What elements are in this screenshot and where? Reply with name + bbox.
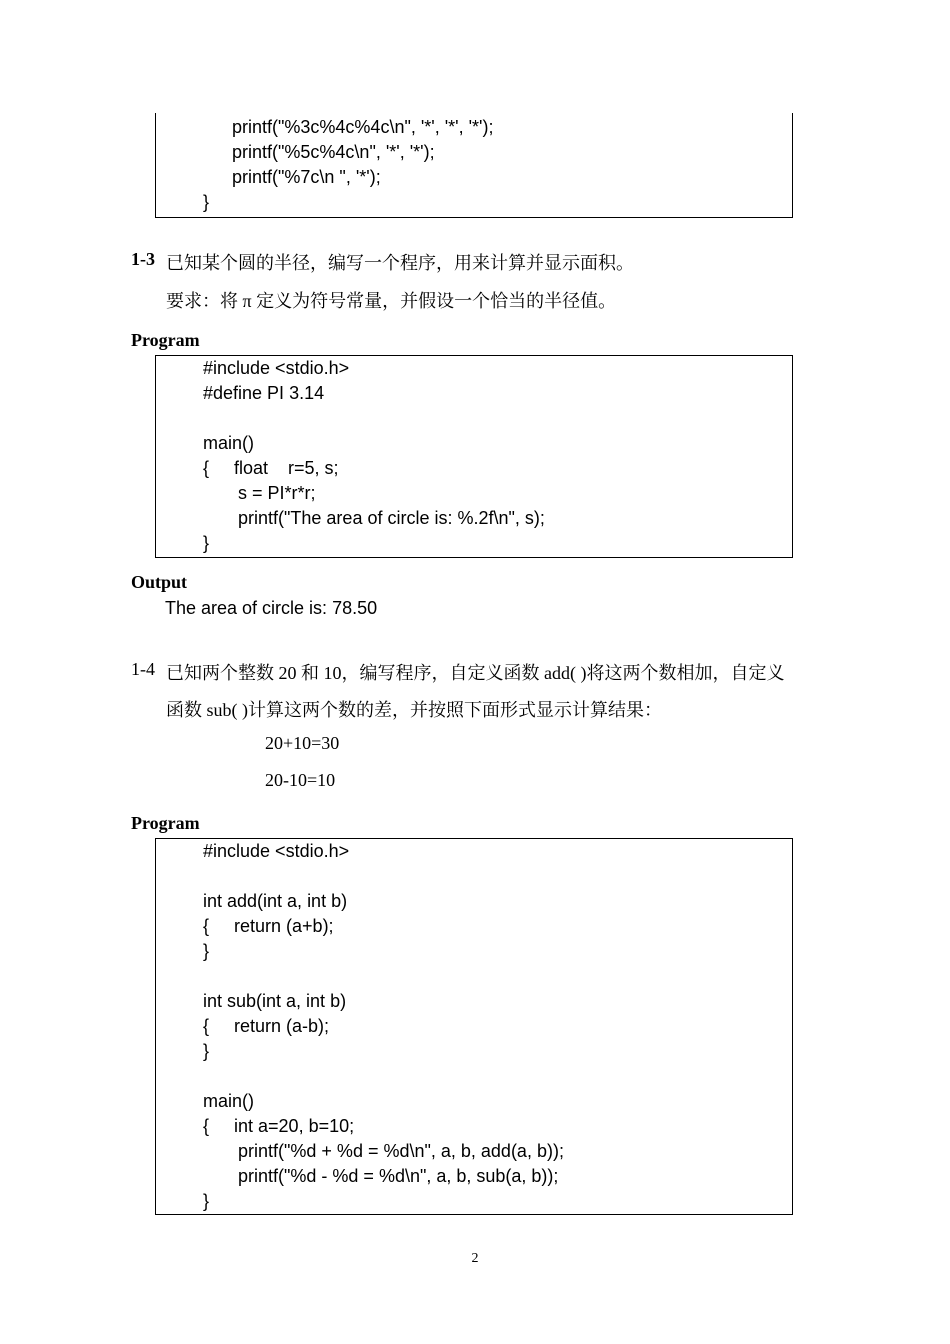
code-line: { float r=5, s; bbox=[203, 458, 339, 478]
code-line: #include <stdio.h> bbox=[203, 358, 350, 378]
code-line: printf("%d - %d = %d\n", a, b, sub(a, b)); bbox=[203, 1166, 559, 1186]
exercise-text: 函数 sub( )计算这两个数的差，并按照下面形式显示计算结果： bbox=[166, 700, 662, 720]
code-line: main() bbox=[203, 1091, 255, 1111]
code-line: { int a=20, b=10; bbox=[203, 1116, 355, 1136]
exercise-number: 1-3 bbox=[131, 249, 155, 269]
code-line: printf("%5c%4c\n", '*', '*'); bbox=[232, 142, 435, 162]
exercise-text: 已知两个整数 20 和 10，编写程序，自定义函数 add( )将这两个数相加，自定义 bbox=[166, 663, 785, 683]
code-block-1-3 bbox=[155, 355, 793, 558]
code-line: printf("%d + %d = %d\n", a, b, add(a, b)); bbox=[203, 1141, 564, 1161]
code-line: printf("The area of circle is: %.2f\n", s); bbox=[203, 508, 545, 528]
code-line: main() bbox=[203, 433, 255, 453]
code-block-continued bbox=[155, 113, 793, 218]
code-line: int sub(int a, int b) bbox=[203, 991, 347, 1011]
code-line: #include <stdio.h> bbox=[203, 841, 350, 861]
code-line: { return (a-b); bbox=[203, 1016, 330, 1036]
code-line: } bbox=[203, 941, 210, 961]
exercise-text: 已知某个圆的半径，编写一个程序，用来计算并显示面积。 bbox=[166, 253, 634, 273]
code-line: } bbox=[203, 1191, 210, 1211]
expected-result: 20-10=10 bbox=[265, 770, 336, 790]
code-line: } bbox=[203, 1041, 210, 1061]
page-number: 2 bbox=[471, 1251, 479, 1266]
program-label: Program bbox=[131, 330, 200, 350]
code-line: } bbox=[203, 533, 210, 553]
program-label: Program bbox=[131, 813, 200, 833]
code-line: } bbox=[203, 192, 210, 212]
expected-result: 20+10=30 bbox=[265, 733, 340, 753]
code-line: printf("%3c%4c%4c\n", '*', '*', '*'); bbox=[232, 117, 494, 137]
exercise-number: 1-4 bbox=[131, 659, 155, 679]
code-line: { return (a+b); bbox=[203, 916, 334, 936]
code-line: printf("%7c\n ", '*'); bbox=[232, 167, 381, 187]
code-line: s = PI*r*r; bbox=[203, 483, 316, 503]
output-text: The area of circle is: 78.50 bbox=[165, 598, 378, 618]
code-block-1-4 bbox=[155, 838, 793, 1215]
output-label: Output bbox=[131, 572, 188, 592]
exercise-requirement: 要求：将 π 定义为符号常量，并假设一个恰当的半径值。 bbox=[166, 291, 617, 311]
code-line: int add(int a, int b) bbox=[203, 891, 348, 911]
code-line: #define PI 3.14 bbox=[203, 383, 325, 403]
